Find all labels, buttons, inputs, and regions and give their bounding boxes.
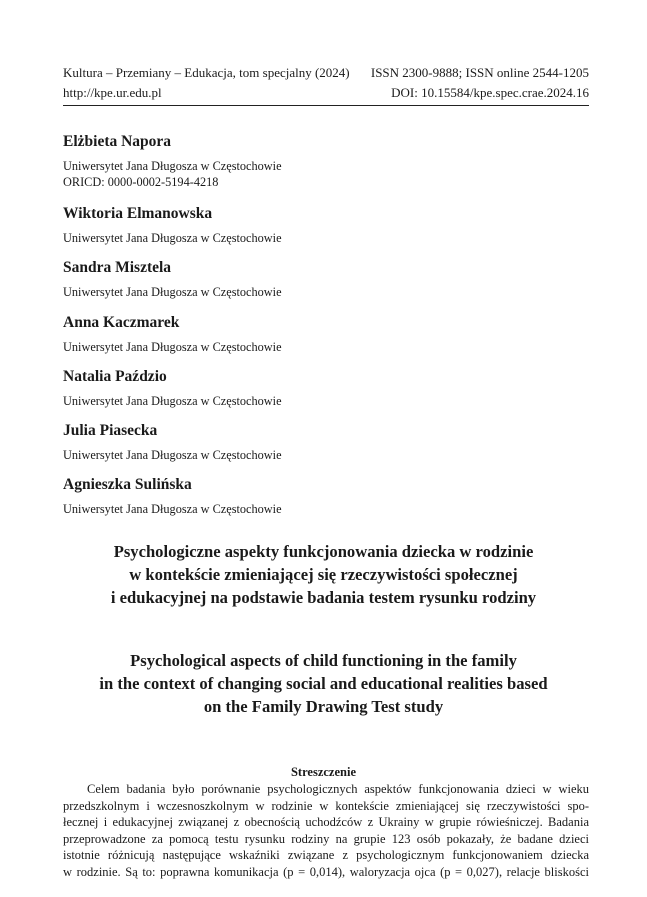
title-line: Psychologiczne aspekty funkcjonowania dziecka w rodzinie [113, 542, 534, 561]
author-orcid: ORICD: 0000-0002-5194-4218 [63, 175, 219, 189]
author-affiliation: Uniwersytet Jana Długosza w Częstochowie [63, 340, 282, 354]
abstract-body [63, 781, 589, 880]
author-name: Elżbieta Napora [63, 133, 172, 150]
title-line: on the Family Drawing Test study [203, 697, 444, 716]
author-block [63, 204, 589, 258]
author-affiliation: Uniwersytet Jana Długosza w Częstochowie [63, 159, 282, 173]
author-block [63, 258, 589, 313]
author-name: Wiktoria Elmanowska [63, 205, 213, 222]
title-line: in the context of changing social and educational realities based [99, 674, 548, 693]
header-row-2 [63, 83, 589, 103]
author-block [63, 313, 589, 367]
abstract-line: przeprowadzone za pomocą testu rysunku rodziny na grupie 123 osób pokazały, że badane dzieci [63, 831, 589, 846]
title-line: Psychological aspects of child functioning in the family [130, 651, 517, 670]
abstract-line: w rodzinie. Są to: poprawna komunikacja (p = 0,014), waloryzacja ojca (p = 0,027), relacje bliskości [63, 864, 589, 879]
title-polish [40, 540, 607, 609]
author-affiliation: Uniwersytet Jana Długosza w Częstochowie [63, 448, 282, 462]
author-list [63, 132, 589, 517]
abstract-line: łecznej i edukacyjnej związanej z obecnością uchodźców z Ukrainy w grupie rówieśniczej. Badania [63, 815, 589, 829]
author-name: Anna Kaczmarek [63, 314, 180, 331]
author-block [63, 475, 589, 517]
author-affiliation: Uniwersytet Jana Długosza w Częstochowie [63, 285, 282, 299]
author-block [63, 421, 589, 475]
author-affiliation: Uniwersytet Jana Długosza w Częstochowie [63, 394, 282, 408]
header-divider [63, 105, 589, 106]
title-line: i edukacyjnej na podstawie badania testem rysunku rodziny [110, 588, 537, 607]
author-block [63, 132, 589, 204]
abstract-line: istotnie różnicują następujące wskaźniki związane z psychologicznym funkcjonowaniem dziecka [63, 848, 589, 862]
title-line: w kontekście zmieniającej się rzeczywistości społecznej [129, 565, 518, 584]
author-affiliation: Uniwersytet Jana Długosza w Częstochowie [63, 231, 282, 245]
doi[interactable]: DOI: 10.15584/kpe.spec.crae.2024.16 [391, 85, 589, 100]
author-name: Julia Piasecka [63, 422, 158, 439]
journal-url[interactable]: http://kpe.ur.edu.pl [63, 85, 162, 100]
running-header [63, 63, 589, 103]
issn: ISSN 2300-9888; ISSN online 2544-1205 [370, 65, 589, 80]
author-name: Natalia Paździo [63, 368, 167, 385]
title-english [40, 649, 607, 718]
abstract-heading: Streszczenie [290, 765, 356, 779]
header-row-1 [63, 63, 589, 83]
abstract-line: przedszkolnym i wczesnoszkolnym w rodzinie w kontekście zmieniającej się rzeczywistości spo- [63, 798, 589, 813]
abstract-line: Celem badania było porównanie psychologicznych aspektów funkcjonowania dzieci w wieku [87, 782, 589, 796]
author-affiliation: Uniwersytet Jana Długosza w Częstochowie [63, 502, 282, 516]
author-name: Agnieszka Sulińska [63, 476, 192, 493]
journal-name: Kultura – Przemiany – Edukacja, tom specjalny (2024) [63, 65, 350, 80]
author-name: Sandra Misztela [63, 259, 172, 276]
author-block [63, 367, 589, 421]
